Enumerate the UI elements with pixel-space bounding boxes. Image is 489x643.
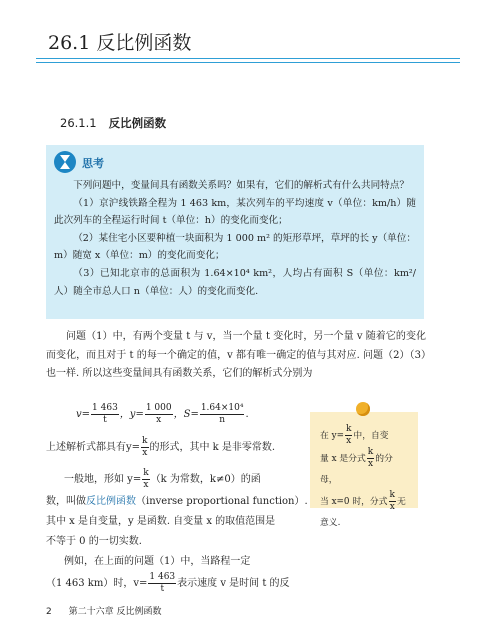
fraction-denominator: x — [389, 502, 395, 512]
analysis-paragraph: 问题（1）中，有两个变量 t 与 v，当一个量 t 变化时，另一个量 v 随着它的变化而变化，而且对于 t 的每一个确定的值，v 都有唯一确定的值与其对应. 问题（2）（3）也一样. 所以这些变量间具有函数关系，它们的解析式分别为 — [46, 331, 426, 379]
definition-term-line — [46, 494, 308, 510]
general-form-line — [46, 436, 275, 459]
formula-3-lhs: ，S= — [173, 409, 199, 420]
note-line — [320, 447, 410, 490]
formula-2-lhs: ，y= — [119, 409, 144, 420]
section-number: 26.1.1 — [60, 116, 97, 130]
note-line — [320, 490, 410, 513]
text: （inverse proportional function）. — [136, 496, 308, 507]
section-title — [60, 115, 166, 131]
formula-2-fraction — [145, 403, 173, 426]
fraction-denominator: t — [160, 584, 165, 594]
pushpin-icon — [356, 402, 370, 416]
note-line — [320, 424, 410, 447]
body-paragraph — [46, 328, 426, 384]
think-question: 下列问题中，变量间具有函数关系吗？如果有，它们的解析式有什么共同特点？ — [73, 180, 409, 191]
text: 无 — [396, 497, 406, 507]
definition-line — [64, 468, 261, 491]
think-item-2: （2）某住宅小区要种植一块面积为 1 000 m² 的矩形草坪，草坪的长 y（单位：m）随宽 x（单位：m）的变化而变化； — [54, 232, 416, 262]
fraction-numerator: k — [367, 447, 374, 457]
page-number: 2 — [46, 607, 52, 617]
text: 数，叫做 — [46, 496, 86, 507]
text: 上述解析式都具有y= — [46, 442, 141, 453]
think-item-1: （1）京沪线铁路全程为 1 463 km，某次列车的平均速度 v（单位：km/h）随此次列车的全程运行时间 t（单位：h）的变化而变化； — [54, 197, 416, 227]
section-label: 反比例函数 — [108, 116, 167, 130]
formula-1-lhs: v= — [76, 409, 91, 420]
title-rule — [36, 58, 460, 59]
formula-1-fraction — [91, 403, 119, 426]
k-over-x — [141, 436, 148, 459]
example-line — [46, 572, 290, 595]
body-line: 不等于 0 的一切实数. — [46, 536, 142, 547]
hourglass-icon — [54, 151, 76, 173]
text: （1 463 km）时，v= — [46, 578, 148, 589]
page-footer — [46, 604, 161, 617]
fraction-denominator: n — [219, 415, 226, 425]
fraction-denominator: x — [143, 480, 149, 490]
fraction-numerator: k — [142, 436, 148, 446]
text: 在 y= — [320, 431, 344, 441]
k-over-x — [367, 447, 374, 470]
text: 中，自变 — [353, 431, 389, 441]
formula-line — [76, 403, 249, 426]
fraction-numerator: 1 463 — [149, 572, 176, 582]
fraction-denominator: x — [346, 436, 352, 446]
think-box — [46, 145, 424, 319]
text: 当 x=0 时，分式 — [320, 497, 388, 507]
footer-chapter: 第二十六章 反比例函数 — [68, 607, 162, 617]
fraction-numerator: 1 000 — [145, 403, 172, 413]
text: 表示速度 v 是时间 t 的反 — [177, 578, 290, 589]
margin-note — [310, 412, 418, 528]
text: （k 为常数，k≠0）的函 — [150, 474, 261, 485]
fraction-numerator: 1 463 — [92, 403, 118, 413]
fraction-numerator: k — [345, 424, 352, 434]
fraction-numerator: k — [389, 490, 395, 500]
think-label: 思考 — [82, 157, 104, 170]
fraction — [148, 572, 176, 595]
defined-term: 反比例函数 — [86, 496, 136, 507]
text: 的形式，其中 k 是非零常数. — [149, 442, 276, 453]
body-line: 其中 x 是自变量，y 是函数. 自变量 x 的取值范围是 — [46, 516, 276, 527]
k-over-x — [142, 468, 149, 491]
chapter-title: 26.1 反比例函数 — [48, 32, 192, 54]
body-line: 例如，在上面的问题（1）中，当路程一定 — [64, 556, 251, 567]
fraction-denominator: x — [367, 459, 374, 469]
formula-3-fraction — [200, 403, 245, 426]
fraction-numerator: k — [143, 468, 149, 478]
text: 一般地，形如 y= — [64, 474, 142, 485]
k-over-x — [389, 490, 396, 513]
title-rule-lower — [36, 62, 460, 63]
fraction-denominator: t — [103, 415, 107, 425]
formula-end: . — [245, 409, 249, 420]
k-over-x — [345, 424, 352, 447]
fraction-numerator: 1.64×10⁴ — [200, 403, 244, 413]
text: 的分母， — [320, 454, 393, 485]
note-line: 意义. — [320, 518, 341, 528]
text: 量 x 是分式 — [320, 454, 366, 464]
fraction-denominator: x — [142, 448, 148, 458]
think-text — [54, 177, 416, 300]
fraction-denominator: x — [156, 415, 162, 425]
think-item-3: （3）已知北京市的总面积为 1.64×10⁴ km²，人均占有面积 S（单位：km²/人）随全市总人口 n（单位：人）的变化而变化. — [54, 267, 416, 297]
